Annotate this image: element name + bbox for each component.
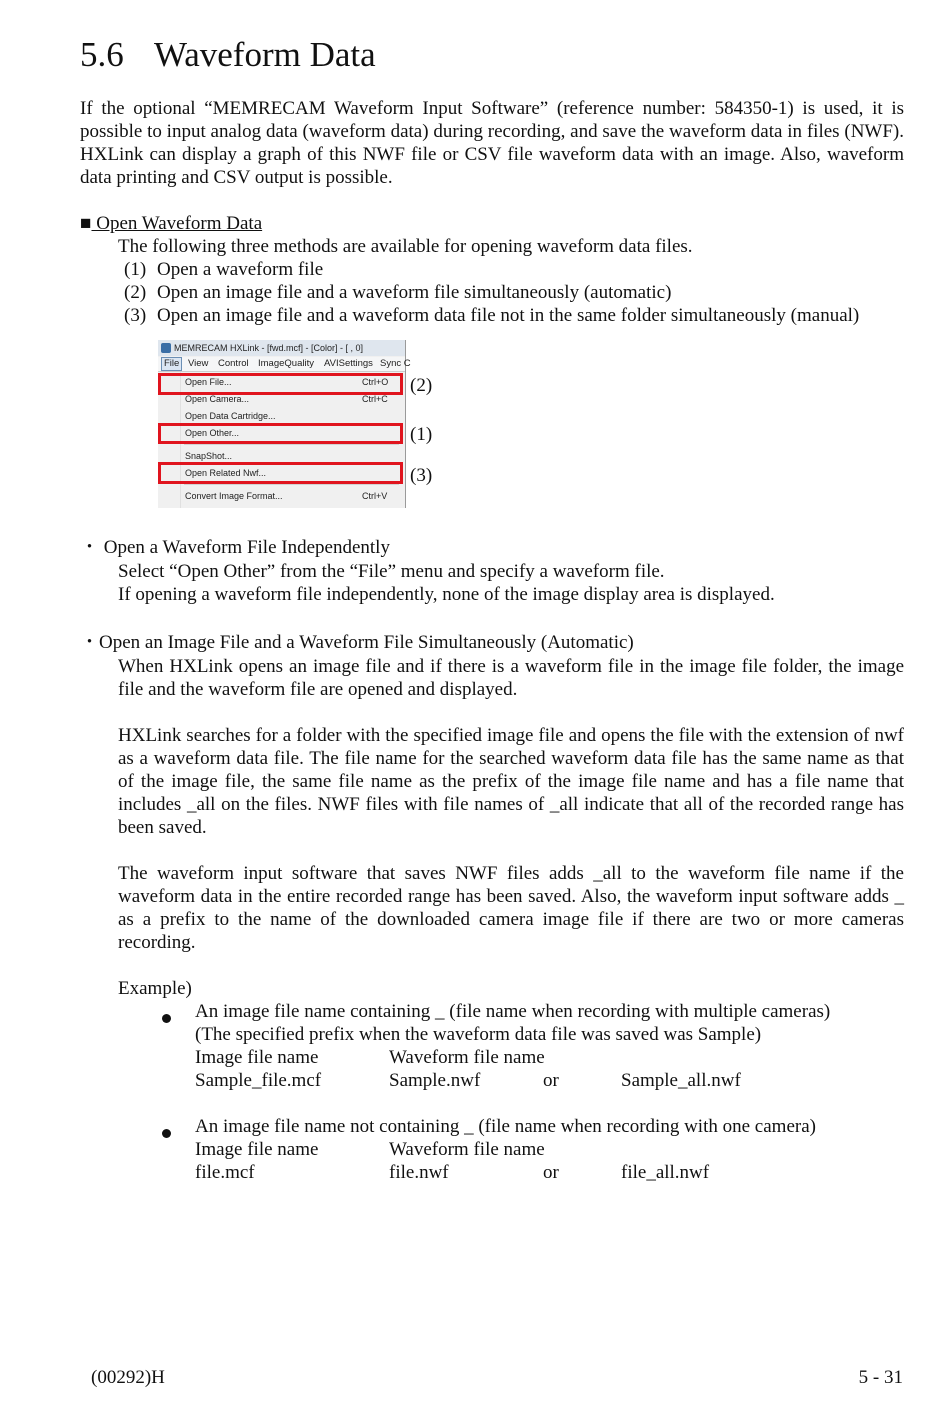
menu-item-open-other[interactable]: Open Other... [185,428,240,438]
method-number: (3) [124,305,147,326]
footer-page-number: 5 - 31 [858,1367,903,1388]
menu-file[interactable]: File [161,357,182,371]
window-titlebar [158,340,405,356]
shortcut-label: Ctrl+V [362,491,388,501]
column-header: Image file name [195,1047,319,1068]
example-case-note: (The specified prefix when the waveform data file was saved was Sample) [195,1024,762,1045]
example-label: Example) [118,978,192,999]
shortcut-label: Ctrl+C [362,394,388,404]
section-number: 5.6 [80,35,124,74]
automatic-paragraph: The waveform input software that saves NWF files adds _all to the waveform file name if the waveform data in the entire recorded range has been saved. Also, the waveform input software adds _ as a prefix to the name of the downloaded camera image file if there are two or more cameras recording. [118,863,904,953]
intro-paragraph: If the optional “MEMRECAM Waveform Input Software” (reference number: 584350-1) is used, it is possible to input analog data (waveform data) during recording, and save the waveform data in files (NWF). HXLink can display a graph of this NWF file or CSV file waveform data with an image. Also, waveform data printing and CSV output is possible. [80,98,904,188]
waveform-file-name: file.nwf [389,1162,449,1183]
highlight-box-open-related-nwf [158,462,403,484]
menu-sync[interactable]: Sync C [380,358,411,369]
method-number: (1) [124,259,147,280]
independent-heading: ・ Open a Waveform File Independently [80,537,390,558]
menu-imagequality[interactable]: ImageQuality [258,358,314,369]
method-text: Open a waveform file [157,259,324,280]
open-section-heading [80,212,262,235]
independent-line: Select “Open Other” from the “File” menu and specify a waveform file. [118,561,665,582]
menu-view[interactable]: View [188,358,209,369]
menu-item-snapshot[interactable]: SnapShot... [185,451,233,461]
column-header: Waveform file name [389,1139,545,1160]
image-file-name: Sample_file.mcf [195,1070,322,1091]
menu-separator [184,484,399,485]
menu-item-open-file[interactable]: Open File... [185,377,232,387]
menu-separator [184,444,399,445]
automatic-paragraph: When HXLink opens an image file and if there is a waveform file in the image file folder, the image file and the waveform file are opened and displayed. [118,656,904,700]
method-text: Open an image file and a waveform file simultaneously (automatic) [157,282,672,303]
method-text: Open an image file and a waveform data file not in the same folder simultaneously (manual) [157,305,860,326]
menu-avisettings[interactable]: AVISettings [324,358,373,369]
method-number: (2) [124,282,147,303]
bullet-icon [162,1006,171,1029]
method-item [124,258,323,281]
waveform-file-name-alt: Sample_all.nwf [621,1070,741,1091]
shortcut-label: Ctrl+O [362,377,389,387]
method-item [124,281,671,304]
open-section-lead: The following three methods are available for opening waveform data files. [118,236,693,257]
or-text: or [543,1162,559,1183]
column-header: Waveform file name [389,1047,545,1068]
callout-label: (1) [410,424,433,445]
or-text: or [543,1070,559,1091]
square-bullet-icon: ■ [80,213,92,234]
callout-label: (3) [410,465,433,486]
column-header: Image file name [195,1139,319,1160]
bullet-icon [162,1121,171,1144]
open-section-title: Open Waveform Data [91,213,263,234]
menu-item-open-camera[interactable]: Open Camera... [185,394,250,404]
method-item [124,304,859,327]
menu-item-open-data-cartridge[interactable]: Open Data Cartridge... [185,411,276,421]
highlight-box-open-file [158,373,403,395]
file-menu-screenshot [158,340,411,508]
window-title: MEMRECAM HXLink - [fwd.mcf] - [Color] - [ , 0] [174,343,364,353]
callout-label: (2) [410,375,433,396]
highlight-box-open-other [158,423,403,444]
waveform-file-name-alt: file_all.nwf [621,1162,710,1183]
waveform-file-name: Sample.nwf [389,1070,481,1091]
automatic-heading: ・Open an Image File and a Waveform File Simultaneously (Automatic) [80,632,634,653]
footer-doc-code: (00292)H [91,1367,165,1388]
section-heading [80,34,376,76]
menu-item-open-related-nwf[interactable]: Open Related Nwf... [185,468,267,478]
menu-bar [158,357,411,372]
example-case-title: An image file name not containing _ (file name when recording with one camera) [195,1116,816,1137]
image-file-name: file.mcf [195,1162,255,1183]
menu-control[interactable]: Control [218,358,249,369]
menu-item-convert-image-format[interactable]: Convert Image Format... [185,491,283,501]
section-title: Waveform Data [154,35,376,74]
app-icon [161,343,171,353]
independent-line: If opening a waveform file independently, none of the image display area is displayed. [118,584,775,605]
example-case-title: An image file name containing _ (file name when recording with multiple cameras) [195,1001,831,1022]
automatic-paragraph: HXLink searches for a folder with the specified image file and opens the file with the extension of nwf as a waveform data file. The file name for the searched waveform data file has the same name as that of the image file, the same file name as the prefix of the image file name and has a file name that includes _all on the files. NWF files with file names of _all indicate that all of the recorded range has been saved. [118,725,904,838]
